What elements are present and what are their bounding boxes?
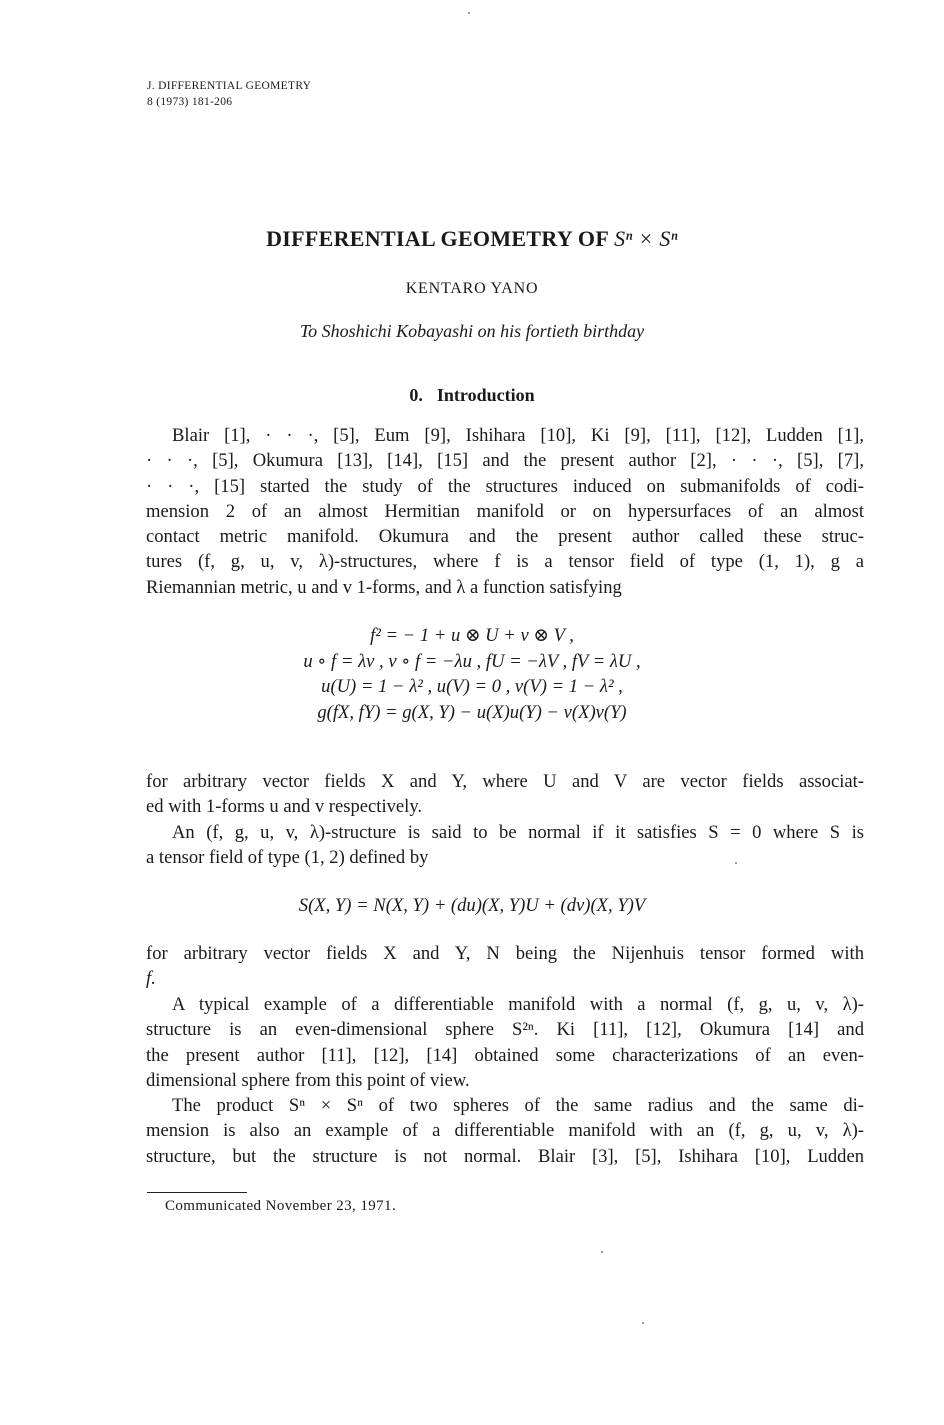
paragraph-normal-definition [146,820,864,871]
equation-line: g(fX, fY) = g(X, Y) − u(X)u(Y) − v(X)v(Y) [317,701,627,723]
text-line: Riemannian metric, u and v 1-forms, and λ a function satisfying [146,576,622,598]
text-line: f. [146,968,156,990]
text-line: contact metric manifold. Okumura and the present author called these struc- [146,526,864,548]
paragraph-nijenhuis [146,941,864,992]
text-line: · · ·, [15] started the study of the structures induced on submanifolds of codi- [146,475,864,497]
text-line: An (f, g, u, v, λ)-structure is said to be normal if it satisfies S = 0 where S is [172,822,864,843]
text-line: the present author [11], [12], [14] obtained some characterizations of an even- [146,1044,864,1066]
paragraph-example [146,992,864,1093]
equation-nijenhuis [0,893,944,919]
section-title: Introduction [436,385,535,405]
text-line: Blair [1], · · ·, [5], Eum [9], Ishihara [10], Ki [9], [11], [12], Ludden [1], [172,425,864,446]
scan-speck [601,1251,603,1253]
scan-speck [735,862,737,864]
text-line: · · ·, [5], Okumura [13], [14], [15] and the present author [2], · · ·, [5], [7], [146,450,864,472]
text-line: for arbitrary vector fields X and Y, N being the Nijenhuis tensor formed with [146,943,864,964]
equation-line: S(X, Y) = N(X, Y) + (du)(X, Y)U + (dv)(X, Y)V [298,895,646,916]
paragraph-vector-fields [146,769,864,820]
equation-block-structure [0,623,944,725]
text-line: structure is an even-dimensional sphere S²ⁿ. Ki [11], [12], Okumura [14] and [146,1019,864,1041]
text-line: tures (f, g, u, v, λ)-structures, where f is a tensor field of type (1, 1), g a [146,551,864,573]
text-line: for arbitrary vector fields X and Y, where U and V are vector fields associat- [146,771,864,792]
paragraph-intro [146,423,864,600]
text-line: The product Sⁿ × Sⁿ of two spheres of the same radius and the same di- [172,1095,864,1116]
text-line: ed with 1-forms u and v respectively. [146,796,423,818]
paper-title-symbol: Sⁿ × Sⁿ [614,226,678,251]
scan-speck [468,12,470,14]
paragraph-product [146,1093,864,1169]
text-line: A typical example of a differentiable manifold with a normal (f, g, u, v, λ)- [172,994,864,1015]
text-line: mension 2 of an almost Hermitian manifold or on hypersurfaces of an almost [146,500,864,522]
section-heading [0,385,944,406]
text-line: dimensional sphere from this point of view. [146,1069,470,1091]
journal-header [147,78,311,110]
footnote: Communicated November 23, 1971. [165,1198,397,1214]
equation-line: u(U) = 1 − λ² , u(V) = 0 , v(V) = 1 − λ² , [321,676,623,697]
author-name: KENTARO YANO [405,280,539,297]
scan-speck [642,1322,644,1324]
journal-citation: 8 (1973) 181-206 [147,96,233,108]
text-line: a tensor field of type (1, 2) defined by [146,847,429,869]
dedication: To Shoshichi Kobayashi on his fortieth birthday [299,321,645,341]
paper-title [0,226,944,252]
text-line: mension is also an example of a differentiable manifold with an (f, g, u, v, λ)- [146,1120,864,1142]
footnote-divider [147,1192,247,1193]
section-number: 0. [409,385,423,405]
paper-title-text: DIFFERENTIAL GEOMETRY OF [266,226,609,251]
equation-line: u ∘ f = λv , v ∘ f = −λu , fU = −λV , fV = λU , [303,650,641,672]
journal-name: J. DIFFERENTIAL GEOMETRY [147,80,312,92]
equation-line: f² = − 1 + u ⊗ U + v ⊗ V , [370,625,574,646]
text-line: structure, but the structure is not normal. Blair [3], [5], Ishihara [10], Ludden [146,1145,864,1167]
